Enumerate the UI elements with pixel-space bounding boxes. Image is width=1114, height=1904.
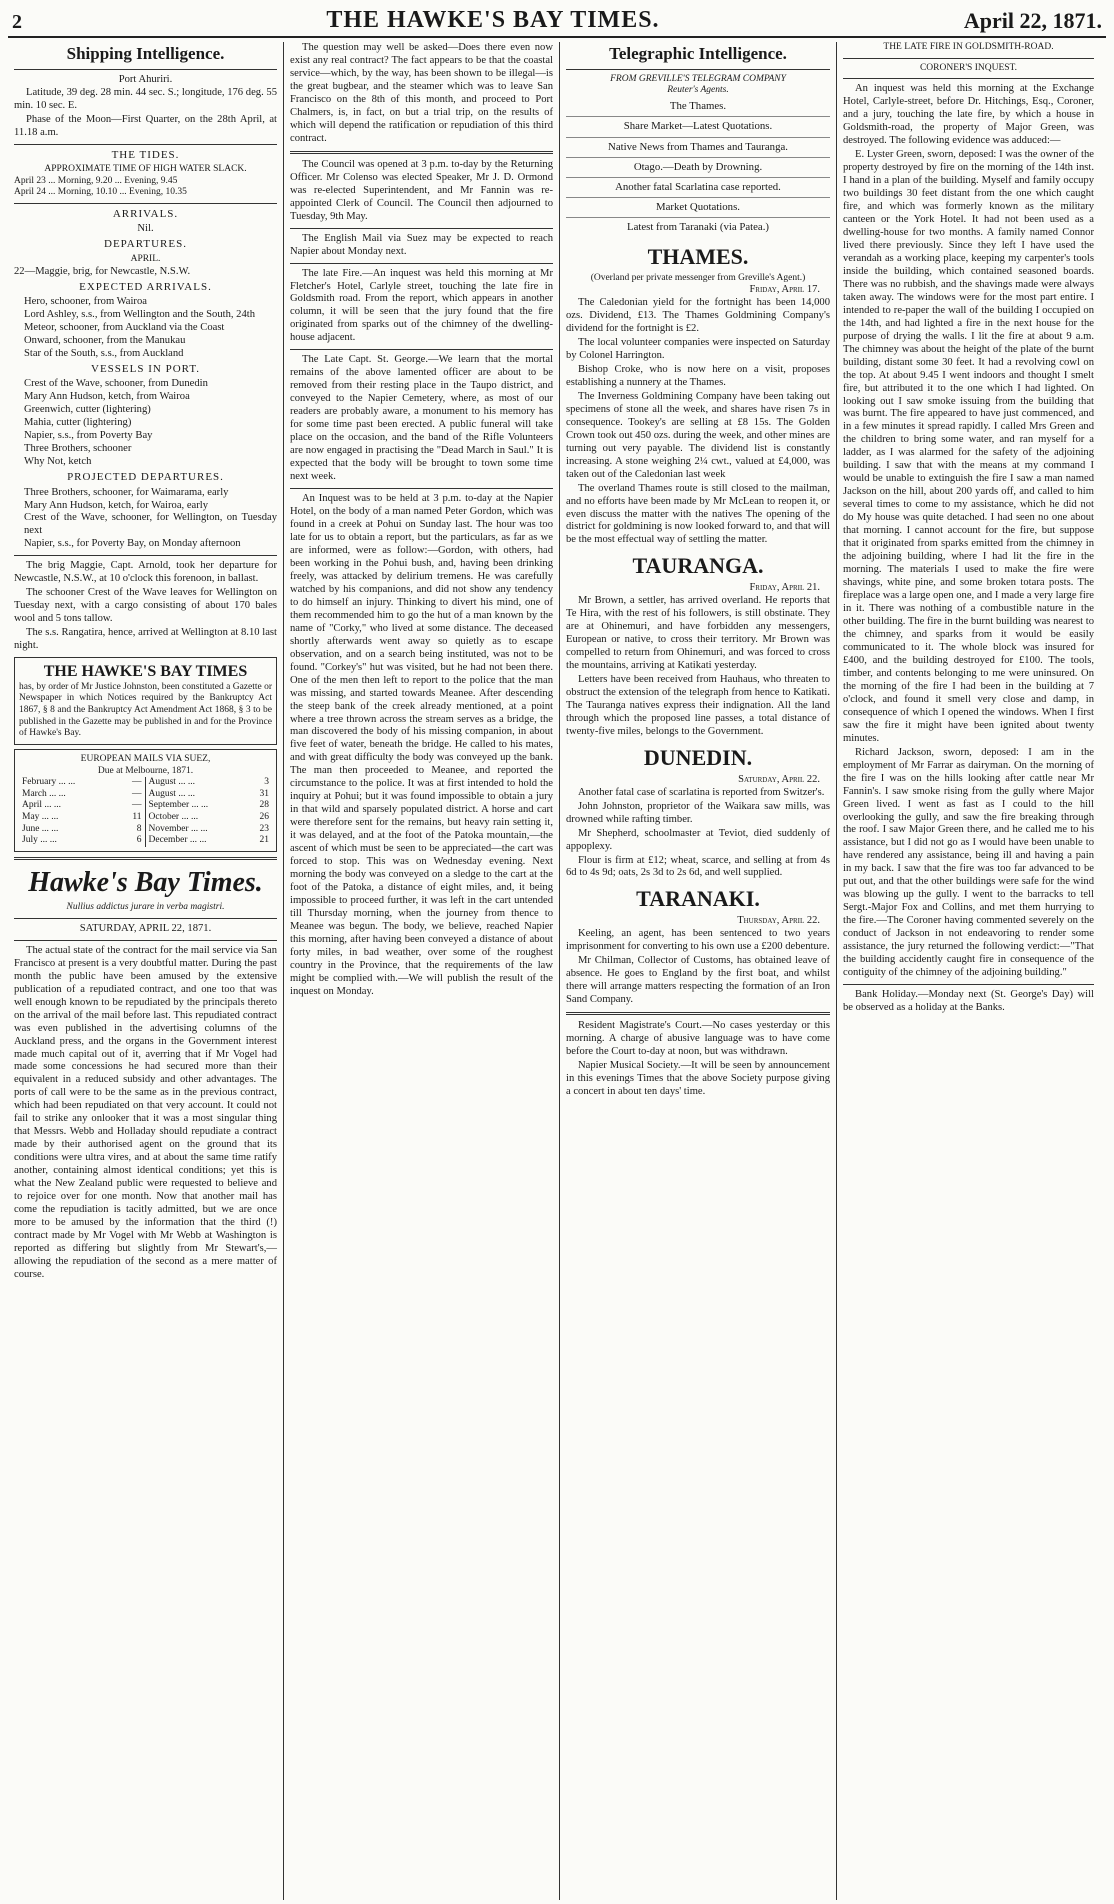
news-paragraph: Another fatal case of scarlatina is reported from Switzer's. xyxy=(578,786,825,798)
vessels-heading: VESSELS IN PORT. xyxy=(91,362,200,375)
gazette-title: THE HAWKE'S BAY TIMES xyxy=(43,663,248,681)
issue-date: April 22, 1871. xyxy=(963,8,1102,33)
green-evidence: E. Lyster Green, sworn, deposed: I was the owner of the property destroyed by fire on the morning of the 14th inst. I hand in a plan of the building. Myself and family occupy two buildings 30 feet distant from the one which caught fire, and which was formerly known as the military canteen or the York Hotel. It had not been used as a dwelling-house for two months. A family named Connor lived there previously. Since they left I have used the verandah as a working place, keeping my carpenter's tools inside the building, which contained seasoned boards. There was no rubbish, and the shavings made were always taken away. The windows were for the most part entire. I intended to re-paper the wall of the building I occupied on the 14th, and had lighted a fire in the next house for the purpose of drying the walls. I lit the fire at about 9 a.m. The chimney was about the height of the plate of the burnt building, distant some 30 feet. It had a revolving cowl on the top. At about 9.45 I went indoors and thought I smelt fire, but attributed it to the one which I had lighted. On looking out I saw smoke issuing from the building that was burnt. The fire appeared to have just commenced, and in a few minutes it spread rapidly. I called Mrs Green and the children to bring some water, and ran myself for a ladder, as I was alarmed for the safety of the adjoining building. I saw that with the means at my command I would be unable to extinguish the fire I saw a man named Jackson on the hill, about 200 yards off, and called to him several times to come to my assistance, which he did not do My house was quite detached. I had seen no one about that morning. I cannot account for the fire, but suppose that it originated from sparks emitted from the chimney in the adjoining building, where I had lit the fire in the morning. The materials I used to make the fire were shavings, white pine, and some broken totara posts. The fireplace was a large open one, and I made a very large fire in it. There was nothing of a combustible nature in the other building. The fire in the burnt building was nearest to the chimney, and sparks from it would be easily communicated to it. The whole block was insured for £400, and the building destroyed for £100. The tools, timber, and contents belonging to me were uninsured. On the morning of the fire I had been in the building at 7 o'clock, and found it smell very close and damp, in consequence of which I opened the windows. When I first saw the fire it might have been ignited about twenty minutes. xyxy=(843,149,1094,744)
musical-item: Napier Musical Society.—It will be seen by announcement in this evenings Times that the above Society purpose giving a concert in about ten days' time. xyxy=(566,1059,830,1097)
fire-heading: THE LATE FIRE IN GOLDSMITH-ROAD. xyxy=(883,42,1054,52)
st-george-item: The Late Capt. St. George.—We learn that the mortal remains of the above lamented officer are about to be removed from their resting place in the Taupo district, and conveyed to the Napier Cemetery, where, as most of our readers are probably aware, a monument to his memory has for some time past been erected. A public funeral will take place on the occasion, and the band of the Rifle Volunteers are now engaged in practising the "Dead March in Saul." It is expected that the body will be brought to town some time next week. xyxy=(290,354,553,483)
divider xyxy=(290,488,553,489)
telegram-company: FROM GREVILLE'S TELEGRAM COMPANY xyxy=(610,73,786,84)
news-paragraph: John Johnston, proprietor of the Waikara saw mills, was drowned while rafting timber. xyxy=(566,800,830,825)
projected-heading: PROJECTED DEPARTURES. xyxy=(67,471,224,484)
columns xyxy=(8,42,1106,1900)
tide-row: April 23 ... Morning, 9.20 ... Evening, 9.45 xyxy=(14,175,178,186)
telegram-index-item: Otago.—Death by Drowning. xyxy=(566,158,830,178)
divider xyxy=(843,58,1094,59)
gazette-notice xyxy=(14,657,277,745)
moon-phase: Phase of the Moon—First Quarter, on the 28th April, at 11.18 a.m. xyxy=(14,113,277,138)
editorial-paragraph: The question may well be asked—Does there even now exist any real contract? The fact appears to be that the coastal service—which, by the way, has been shown to be illegal—is the great bugbear, and the steamer which was to leave San Francisco on the 8th of this month, and proceed to Port Chalmers, is, in fact, on but a trial trip, on the results of which will depend the ratification or repudiation of this third contract. xyxy=(290,42,553,144)
column-3 xyxy=(559,42,836,1900)
expected-heading: EXPECTED ARRIVALS. xyxy=(79,280,212,293)
list-item: Onward, schooner, from the Manukau xyxy=(24,334,186,346)
news-paragraph: The overland Thames route is still closed to the mailman, and no efforts have been made by Mr McLean to reopen it, or even discuss the matter with the natives The opening of the district for goldmining is now looked forward to, and that will be the most effectual way of settling the matter. xyxy=(566,482,830,546)
mail-cell: April ... ... — xyxy=(19,800,146,812)
list-item: Crest of the Wave, schooner, from Dunedin xyxy=(24,378,208,390)
tauranga-heading: TAURANGA. xyxy=(632,553,764,579)
shipping-note: The schooner Crest of the Wave leaves for Wellington on Tuesday next, with a cargo consisting of about 170 bales wool and 5 tons tallow. xyxy=(14,587,277,625)
taranaki-heading: TARANAKI. xyxy=(636,886,760,912)
bank-holiday-item: Bank Holiday.—Monday next (St. George's Day) will be observed as a holiday at the Banks. xyxy=(843,989,1094,1014)
mail-cell: May ... ... 11 xyxy=(19,812,146,824)
list-item: Napier, s.s., from Poverty Bay xyxy=(24,430,153,442)
divider xyxy=(14,940,277,941)
telegraphic-title: Telegraphic Intelligence. xyxy=(609,44,787,63)
departures-month: APRIL. xyxy=(130,253,161,264)
inquest-intro: An inquest was held this morning at the Exchange Hotel, Carlyle-street, before Dr. Hitchings, Esq., Coroner, and a jury, touching the late fire, by which a house in Goldsmith-road, the property of Major Green, was destroyed. The following evidence was adduced:— xyxy=(843,83,1094,147)
mail-item: The English Mail via Suez may be expected to reach Napier about Monday next. xyxy=(290,232,553,257)
gazette-text: has, by order of Mr Justice Johnston, been constituted a Gazette or Newspaper in which Notices required by the Bankruptcy Act 1867, § 8 and the Bankruptcy Act Amendment Act 1868, § 3 to be published in the Gazette may be published in and for the Province of Hawke's Bay. xyxy=(19,681,273,739)
mail-cell: June ... ... 8 xyxy=(19,824,146,836)
dunedin-heading: DUNEDIN. xyxy=(643,744,753,770)
taranaki-date: Thursday, April 22. xyxy=(737,915,820,927)
thames-date: Friday, April 17. xyxy=(749,284,820,296)
list-item: Star of the South, s.s., from Auckland xyxy=(24,347,184,359)
departure-item: 22—Maggie, brig, for Newcastle, N.S.W. xyxy=(14,265,191,277)
departures-heading: DEPARTURES. xyxy=(104,238,187,251)
telegram-index-item: The Thames. xyxy=(566,97,830,117)
column-1 xyxy=(8,42,283,1900)
column-4 xyxy=(836,42,1100,1900)
mail-cell: December ... ... 21 xyxy=(148,835,269,846)
list-item: Three Brothers, schooner xyxy=(24,443,132,455)
tides-heading: THE TIDES. xyxy=(111,148,180,161)
mail-cell: August ... ... 3 xyxy=(148,777,269,788)
mail-cell: November ... ... 23 xyxy=(148,823,269,834)
news-paragraph: The Inverness Goldmining Company have been taking out specimens of stone all the week, and shares have risen 7s in consequence. Tookey's are selling at £8 15s. The Golden Crown took out 450 ozs. during the week, and other mines are turning out very payable. The dividend list is constantly increasing. A stone weighing 2¼ cwt., valued at £4,000, was taken out of the Caledonian last week xyxy=(566,390,830,480)
paper-title: Hawke's Bay Times. xyxy=(28,866,263,898)
shipping-title: Shipping Intelligence. xyxy=(66,44,225,63)
mails-heading: EUROPEAN MAILS VIA SUEZ, xyxy=(80,753,211,764)
list-item: Meteor, schooner, from Auckland via the Coast xyxy=(24,321,225,333)
shipping-note: The s.s. Rangatira, hence, arrived at Wellington at 8.10 last night. xyxy=(14,627,277,652)
divider xyxy=(14,918,277,919)
news-paragraph: Mr Chilman, Collector of Customs, has obtained leave of absence. He goes to England by the first boat, and whilst there will arrange matters respecting the formation of an Iron Sand Company. xyxy=(566,955,830,1006)
divider xyxy=(14,857,277,860)
divider xyxy=(290,151,553,154)
motto: Nullius addictus jurare in verba magistri. xyxy=(66,902,225,913)
list-item: Mary Ann Hudson, ketch, for Wairoa, early xyxy=(24,499,208,511)
list-item: Lord Ashley, s.s., from Wellington and the South, 24th xyxy=(24,308,256,320)
mail-cell: July ... ... 6 xyxy=(19,835,146,847)
inquest-heading: CORONER'S INQUEST. xyxy=(919,62,1018,73)
port-position: Latitude, 39 deg. 28 min. 44 sec. S.; longitude, 176 deg. 55 min. 10 sec. E. xyxy=(14,86,277,111)
mail-cell: September ... ... 28 xyxy=(148,800,269,811)
thames-subheading: (Overland per private messenger from Greville's Agent.) xyxy=(590,272,806,283)
arrivals-nil: Nil. xyxy=(137,223,154,235)
divider xyxy=(14,144,277,145)
mail-cell: March ... ... — xyxy=(19,789,146,801)
port-name: Port Ahuriri. xyxy=(118,73,173,85)
mail-cell: October ... ... 26 xyxy=(148,812,269,822)
fire-item: The late Fire.—An inquest was held this morning at Mr Fletcher's Hotel, Carlyle street, touching the late fire in Goldsmith road. From the report, which appears in another column, it will be seen that the jury found that the fire originated from sparks out of the chimney of the dwelling-house adjacent. xyxy=(290,267,553,344)
council-item: The Council was opened at 3 p.m. to-day by the Returning Officer. Mr Colenso was elected Speaker, Mr J. D. Ormond was re-elected Superintendent, and Mr Fannin was re-appointed Clerk of Council. The Council then adjourned to Tuesday, 9th May. xyxy=(290,158,553,222)
divider xyxy=(14,203,277,204)
news-paragraph: The Caledonian yield for the fortnight has been 14,000 ozs. Dividend, £13. The Thames Goldmining Company's dividend for the fortnight is £2. xyxy=(566,297,830,334)
telegram-index-item: Native News from Thames and Tauranga. xyxy=(566,138,830,158)
masthead xyxy=(8,6,1106,38)
projected-list xyxy=(14,487,277,552)
dunedin-date: Saturday, April 22. xyxy=(738,773,820,785)
mails-table xyxy=(14,749,277,852)
news-paragraph: Bishop Croke, who is now here on a visit, proposes establishing a nunnery at the Thames. xyxy=(566,363,830,388)
arrivals-heading: ARRIVALS. xyxy=(112,208,179,220)
mail-cell: August ... ... 31 xyxy=(148,788,269,799)
news-paragraph: Letters have been received from Hauhaus, who threaten to obstruct the extension of the telegraph from hence to Katikati. The Tauranga natives express their indignation. All the land through which the proposed line passes, a total distance of twenty-five miles, belongs to the Government. xyxy=(566,674,830,737)
list-item: Greenwich, cutter (lightering) xyxy=(24,404,151,416)
editorial-date: SATURDAY, APRIL 22, 1871. xyxy=(79,922,212,934)
thames-heading: THAMES. xyxy=(647,243,749,269)
jackson-evidence: Richard Jackson, sworn, deposed: I am in the employment of Mr Farrar as dairyman. On the morning of the fire I was on the hills looking after cattle near Mr Fannin's. I saw smoke rising from the gully where Major Green lived. I went as fast as I could to the hill overlooking the gully, and saw the fire breaking through the roof. I saw Major Green there, and he called me to his assistance, but I did not go as I would have been unable to have rendered any assistance, being ill and having a pain in my back. I saw that the fire was too far advanced to be put out, and that the other buildings were safe for the wind was blowing up the gully. I went to the barracks to tell Sergt.-Major Fox and Collins, and met them hurrying to the fire.—The Coroner having commented severely on the conduct of Jackson in not endeavoring to render some assistance, the jury returned the following verdict:—"That the building accidently caught fire in consequence of the contiguity of the chimney of the adjoining building." xyxy=(843,746,1094,979)
court-item: Resident Magistrate's Court.—No cases yesterday or this morning. A charge of abusive language was to have come before the Court to-day at noon, but was withdrawn. xyxy=(566,1020,830,1057)
divider xyxy=(290,349,553,350)
mails-subheading: Due at Melbourne, 1871. xyxy=(97,765,194,776)
list-item: Why Not, ketch xyxy=(24,456,92,468)
divider xyxy=(566,69,830,70)
telegram-index-item: Share Market—Latest Quotations. xyxy=(566,117,830,137)
newspaper-title: THE HAWKE'S BAY TIMES. xyxy=(326,7,660,33)
list-item: Three Brothers, schooner, for Waimarama, early xyxy=(24,486,229,498)
list-item: Hero, schooner, from Wairoa xyxy=(24,295,147,307)
shipping-note: The brig Maggie, Capt. Arnold, took her departure for Newcastle, N.S.W., at 10 o'clock this forenoon, in ballast. xyxy=(14,560,277,585)
telegram-index-item: Another fatal Scarlatina case reported. xyxy=(566,178,830,198)
tauranga-date: Friday, April 21. xyxy=(749,582,820,594)
divider xyxy=(843,984,1094,985)
divider xyxy=(566,1012,830,1015)
tides-subheading: APPROXIMATE TIME OF HIGH WATER SLACK. xyxy=(44,164,247,175)
mail-cell: February ... ... — xyxy=(19,777,146,789)
news-paragraph: Mr Shepherd, schoolmaster at Teviot, died suddenly of appoplexy. xyxy=(566,827,830,852)
telegram-index xyxy=(566,97,830,238)
news-paragraph: Flour is firm at £12; wheat, scarce, and selling at from 4s 6d to 4s 9d; oats, 2s 3d to 2s 6d, and well supplied. xyxy=(566,854,830,879)
inquest-item: An Inquest was to be held at 3 p.m. to-day at the Napier Hotel, on the body of a man named Peter Gordon, which was found in a creek at Pohui on Sunday last. The hour was too late for us to obtain a report, but the particulars, as far as we are informed, were as follow:—Gordon, with others, had been working in the Pohui bush, and, having been drinking freely, was attacked by delirium tremens. He was carefully watched by his companions, and did not show any tendency to do himself an injury. Thinking to divert his mind, one of them recommended him to go the hut of a man known by the name of "Corky," who lived at some distance. The deceased shortly afterwards went away so quietly as to escape observation, and on a search being instituted, was not to be found. "Corkey's" hut was visited, but he had not been there. One of the men then left to report to the police that the man was missing, and started towards Meanee. After descending the steep bank of the creek already mentioned, at a point where a tree thrown across the stream serves as a bridge, the man discovered the body of his missing companion, in about five feet of water, beneath the bridge. He called to his mates, and with great difficulty the body was conveyed up the bank. The man then proceeded to Meanee, and reported the circumstance to the police. It was at first intended to hold the inquiry at Pohui; but it was found impossible to obtain a jury in that wild and sparsely populated district. A horse and cart were therefore sent for the remains, but heavy rain setting it, it was delayed, and at the foot of the Patoka mountain,—the ascent of which must be seen to be appreciated—the cart was forced to stop. This was on Wednesday evening. Next morning the body was conveyed on a sledge to the cart at the foot of the Patoka, a distance of eight miles, and, it being impossible to proceed further, it was left in the cart untended till Thursday morning, when the journey from thence to Meanee was begun. The body, we believe, reached Napier this morning, after having been conveyed a distance of about forty miles, in bad weather, over some of the roughest country in the Province, that the requirements of the law might be complied with.—We will publish the result of the inquest on Monday. xyxy=(290,493,553,997)
vessels-list xyxy=(14,378,277,469)
telegram-index-item: Latest from Taranaki (via Patea.) xyxy=(626,221,770,234)
news-paragraph: Keeling, an agent, has been sentenced to two years imprisonment for converting to his own use a £200 debenture. xyxy=(566,928,830,953)
divider xyxy=(14,69,277,70)
list-item: Napier, s.s., for Poverty Bay, on Monday afternoon xyxy=(24,538,241,550)
editorial-paragraph: The actual state of the contract for the mail service via San Francisco at present is a very doubtful matter. During the past month the public have been amused by the extensive publication of a repudiated contract, and one too that was well enough known to be repudiated by the principals thereto on the arrival of the mail before last. This repudiated contract was even published in the advertising columns of the Auckland press, and the organs in the Government interest made much capital out of it, averring that if Mr Vogel had made some concessions he had secured more than their equivalent in a reduced subsidy and other advantages. The ports of call were to be the same as in the previous contract, which had been repudiated on that very account. It could not fail to strike any onlooker that it was a most singular thing that Messrs. Webb and Holladay should repudiate a contract made by their authorised agent on the ground that its conditions were ultra vires, and at about the same time ratify another, containing almost identical conditions; yet this is what the New Zealand public were requested to believe and to rejoice over for one month. Now that another mail has come the repudiation is tacitly admitted, but we are once more to be amused by the information that the third (!) contract made by Mr Vogel with Mr Webb at Washington is reported as differing but slightly from Mr Stewart's,—allowing the repudiation of the second as a mere matter of course. xyxy=(14,944,277,1280)
page-number: 2 xyxy=(12,11,22,33)
expected-list xyxy=(14,296,277,361)
divider xyxy=(290,228,553,229)
list-item: Mary Ann Hudson, ketch, from Wairoa xyxy=(24,391,190,403)
telegram-index-item: Market Quotations. xyxy=(566,198,830,218)
tide-row: April 24 ... Morning, 10.10 ... Evening, 10.35 xyxy=(14,187,187,198)
divider xyxy=(14,555,277,556)
telegram-agents: Reuter's Agents. xyxy=(667,85,729,96)
news-paragraph: Mr Brown, a settler, has arrived overland. He reports that Te Hira, with the rest of his followers, is still obstinate. They are at Ohinemuri, and have forbidden any messengers, European or native, to cross their territory. Mr Brown was compelled to return from Ohinemuri, and was forced to cross the mountains, arriving at Katikati yesterday. xyxy=(566,595,830,672)
divider xyxy=(843,78,1094,79)
list-item: Mahia, cutter (lightering) xyxy=(24,417,132,429)
divider xyxy=(290,263,553,264)
list-item: Crest of the Wave, schooner, for Wellington, on Tuesday next xyxy=(24,512,277,537)
news-paragraph: The local volunteer companies were inspected on Saturday by Colonel Harrington. xyxy=(566,336,830,361)
mails-grid xyxy=(19,777,272,847)
column-2 xyxy=(283,42,559,1900)
